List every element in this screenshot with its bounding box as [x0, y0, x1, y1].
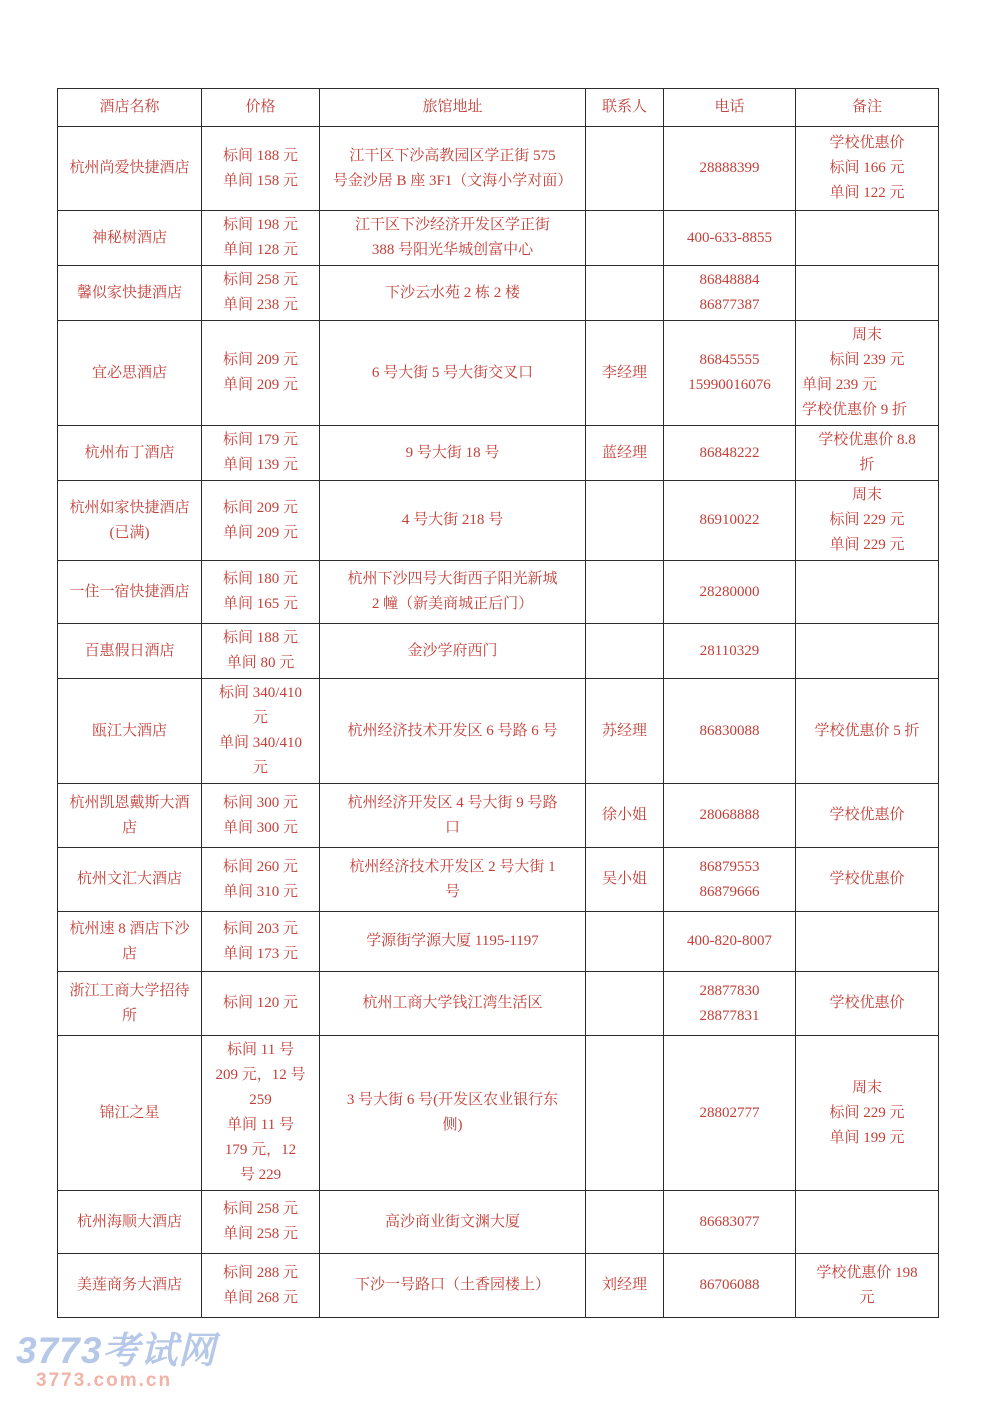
remark-cell	[796, 1254, 939, 1318]
contact-cell	[586, 1191, 664, 1254]
cell-line: 元	[252, 760, 268, 776]
cell-line: 388 号阳光华城创富中心	[371, 242, 534, 258]
price-cell	[202, 127, 320, 211]
cell-line: 400-633-8855	[687, 229, 772, 246]
cell-line: 学校优惠价	[829, 871, 905, 887]
hotel-name-cell: 神秘树酒店	[58, 211, 202, 266]
remark-cell	[796, 679, 939, 784]
phone-cell	[664, 784, 796, 848]
cell-line: 高沙商业街文渊大厦	[384, 1213, 520, 1230]
cell-line: 标间 239 元	[829, 352, 905, 368]
cell-line: 折	[859, 457, 875, 473]
hotel-name-cell: 百惠假日酒店	[58, 624, 202, 679]
cell-line: 学校优惠价 8.8	[818, 432, 916, 448]
column-header-4: 联系人	[586, 89, 664, 127]
hotel-row	[58, 1191, 939, 1254]
phone-cell	[664, 1254, 796, 1318]
hotel-row	[58, 1036, 939, 1191]
cell-line: 9 号大街 18 号	[405, 444, 500, 461]
cell-line: 单间 258 元	[222, 1226, 298, 1242]
cell-line: 86879666	[699, 883, 760, 900]
cell-line: 学校优惠价	[829, 807, 905, 823]
contact-cell	[586, 211, 664, 266]
address-cell	[320, 972, 586, 1036]
cell-line: 86879553	[699, 858, 760, 875]
cell-line: 28802777	[699, 1104, 760, 1121]
cell-line: 标间 179 元	[222, 432, 298, 448]
remark-cell	[796, 1191, 939, 1254]
cell-line: 标间 258 元	[222, 272, 298, 288]
hotel-name-cell: 杭州文汇大酒店	[58, 848, 202, 912]
cell-line: 86877387	[699, 297, 760, 313]
phone-cell	[664, 321, 796, 426]
cell-line: 标间 229 元	[829, 512, 905, 528]
price-cell	[202, 679, 320, 784]
price-cell	[202, 321, 320, 426]
cell-line: 单间 229 元	[829, 537, 905, 553]
column-header-6: 备注	[796, 89, 939, 127]
cell-line: 4 号大街 218 号	[401, 512, 504, 528]
cell-line: 15990016076	[688, 377, 771, 393]
hotel-row	[58, 127, 939, 211]
price-cell	[202, 561, 320, 624]
cell-line: 单间 158 元	[222, 172, 298, 189]
cell-line: 标间 340/410	[219, 685, 302, 701]
cell-line: 86683077	[699, 1213, 760, 1230]
price-cell	[202, 1191, 320, 1254]
address-cell	[320, 211, 586, 266]
address-cell	[320, 679, 586, 784]
contact-cell: 徐小姐	[586, 784, 664, 848]
cell-line: 杭州经济开发区 4 号大街 9 号路	[347, 794, 558, 811]
cell-line: 单间 128 元	[222, 242, 298, 258]
remark-cell	[796, 426, 939, 481]
cell-line: 209 元，12 号	[215, 1067, 306, 1083]
address-cell	[320, 426, 586, 481]
cell-line: 86845555	[699, 352, 760, 368]
cell-line: 金沙学府西门	[407, 642, 498, 659]
address-cell	[320, 848, 586, 912]
hotel-row	[58, 481, 939, 561]
phone-cell	[664, 912, 796, 972]
cell-line: 单间 310 元	[222, 883, 298, 900]
cell-line: 单间 173 元	[222, 945, 298, 962]
cell-line: 单间 11 号	[227, 1117, 294, 1133]
cell-line: 28877830	[699, 982, 760, 999]
cell-line: 标间 203 元	[222, 920, 298, 937]
cell-line: 单间 300 元	[222, 819, 298, 836]
cell-line: 侧)	[442, 1117, 463, 1133]
cell-line: 学校优惠价 9 折	[802, 402, 908, 418]
cell-line: 学校优惠价	[829, 135, 905, 151]
cell-line: 杭州经济技术开发区 2 号大街 1	[349, 858, 556, 875]
remark-cell	[796, 266, 939, 321]
column-header-1: 酒店名称	[58, 89, 202, 127]
hotel-name-cell: 杭州布丁酒店	[58, 426, 202, 481]
phone-cell	[664, 426, 796, 481]
cell-line: 6 号大街 5 号大街交叉口	[371, 364, 534, 381]
hotel-name-cell: 锦江之星	[58, 1036, 202, 1191]
cell-line: 标间 260 元	[222, 858, 298, 875]
remark-cell	[796, 127, 939, 211]
cell-line: 86848884	[699, 272, 760, 288]
cell-line: 学校优惠价 5 折	[814, 722, 920, 739]
cell-line: 号 229	[239, 1167, 282, 1183]
cell-line: 标间 166 元	[829, 160, 905, 176]
cell-line: 标间 188 元	[222, 630, 298, 646]
cell-line: 标间 180 元	[222, 571, 298, 587]
hotel-row	[58, 848, 939, 912]
remark-cell	[796, 1036, 939, 1191]
cell-line: 单间 165 元	[222, 596, 298, 612]
column-header-3: 旅馆地址	[320, 89, 586, 127]
cell-line: 259	[249, 1092, 272, 1108]
cell-line: 标间 209 元	[222, 499, 298, 516]
cell-line: 单间 80 元	[226, 655, 295, 671]
cell-line: 周末	[851, 1079, 882, 1096]
remark-cell	[796, 848, 939, 912]
price-cell	[202, 266, 320, 321]
contact-cell: 苏经理	[586, 679, 664, 784]
hotel-name-cell: 馨似家快捷酒店	[58, 266, 202, 321]
cell-line: 周末	[851, 487, 882, 503]
price-cell	[202, 1254, 320, 1318]
hotel-row	[58, 784, 939, 848]
cell-line: 单间 199 元	[829, 1129, 905, 1146]
cell-line: 江干区下沙高教园区学正街 575	[349, 147, 556, 164]
hotel-row	[58, 211, 939, 266]
contact-cell	[586, 1036, 664, 1191]
phone-cell	[664, 1191, 796, 1254]
contact-cell	[586, 972, 664, 1036]
price-cell	[202, 848, 320, 912]
cell-line: 28888399	[699, 160, 760, 176]
header-row	[58, 89, 939, 127]
cell-line: 单间 239 元	[802, 377, 878, 393]
price-cell	[202, 481, 320, 561]
cell-line: 元	[252, 710, 268, 726]
cell-line: 单间 209 元	[222, 377, 298, 393]
contact-cell	[586, 912, 664, 972]
phone-cell	[664, 1036, 796, 1191]
cell-line: 杭州经济技术开发区 6 号路 6 号	[347, 722, 558, 739]
cell-line: 杭州下沙四号大街西子阳光新城	[347, 571, 558, 587]
cell-line: 86910022	[699, 512, 760, 528]
cell-line: 单间 268 元	[222, 1289, 298, 1306]
phone-cell	[664, 211, 796, 266]
hotel-name-cell: 杭州速 8 酒店下沙店	[58, 912, 202, 972]
cell-line: 标间 229 元	[829, 1104, 905, 1121]
cell-line: 28877831	[699, 1007, 760, 1024]
contact-cell	[586, 127, 664, 211]
remark-cell	[796, 912, 939, 972]
hotel-name-cell: 杭州海顺大酒店	[58, 1191, 202, 1254]
cell-line: 学校优惠价	[829, 995, 905, 1011]
address-cell	[320, 624, 586, 679]
cell-line: 单间 238 元	[222, 297, 298, 313]
cell-line: 86848222	[699, 444, 760, 461]
cell-line: 标间 209 元	[222, 352, 298, 368]
hotel-name-cell: 杭州尚爱快捷酒店	[58, 127, 202, 211]
address-cell	[320, 1254, 586, 1318]
address-cell	[320, 127, 586, 211]
watermark-site-url: 3773.com.cn	[36, 1370, 173, 1391]
address-cell	[320, 266, 586, 321]
hotel-row	[58, 972, 939, 1036]
address-cell	[320, 1191, 586, 1254]
remark-cell	[796, 784, 939, 848]
hotels-table	[57, 88, 939, 1318]
cell-line: 400-820-8007	[687, 933, 772, 949]
cell-line: 标间 258 元	[222, 1201, 298, 1217]
contact-cell	[586, 266, 664, 321]
cell-line: 标间 120 元	[222, 995, 298, 1011]
price-cell	[202, 1036, 320, 1191]
cell-line: 标间 188 元	[222, 147, 298, 164]
remark-cell	[796, 481, 939, 561]
address-cell	[320, 561, 586, 624]
address-cell	[320, 321, 586, 426]
hotel-row	[58, 679, 939, 784]
phone-cell	[664, 848, 796, 912]
cell-line: 下沙一号路口（土香园楼上）	[354, 1277, 550, 1293]
price-cell	[202, 784, 320, 848]
remark-cell	[796, 624, 939, 679]
remark-cell	[796, 561, 939, 624]
cell-line: 杭州工商大学钱江湾生活区	[362, 995, 543, 1011]
cell-line: 号金沙居 B 座 3F1（文海小学对面）	[332, 172, 573, 189]
cell-line: 28280000	[699, 583, 760, 600]
hotel-row	[58, 912, 939, 972]
cell-line: 86830088	[699, 722, 760, 739]
column-header-2: 价格	[202, 89, 320, 127]
hotel-row	[58, 624, 939, 679]
remark-cell	[796, 321, 939, 426]
hotel-name-cell: 浙江工商大学招待所	[58, 972, 202, 1036]
phone-cell	[664, 266, 796, 321]
hotel-name-cell: 宜必思酒店	[58, 321, 202, 426]
cell-line: 口	[444, 819, 460, 836]
cell-line: 86706088	[699, 1277, 760, 1293]
watermark-site-logo: 3773考试网	[16, 1330, 217, 1371]
hotel-row	[58, 561, 939, 624]
cell-line: 江干区下沙经济开发区学正街	[354, 217, 550, 233]
cell-line: 单间 340/410	[219, 735, 302, 751]
cell-line: 元	[859, 1289, 875, 1306]
price-cell	[202, 912, 320, 972]
contact-cell	[586, 561, 664, 624]
phone-cell	[664, 624, 796, 679]
contact-cell	[586, 481, 664, 561]
price-cell	[202, 426, 320, 481]
cell-line: 28068888	[699, 807, 760, 823]
contact-cell: 蓝经理	[586, 426, 664, 481]
address-cell	[320, 1036, 586, 1191]
cell-line: 号	[444, 883, 460, 900]
price-cell	[202, 211, 320, 266]
cell-line: 单间 139 元	[222, 457, 298, 473]
hotel-row	[58, 266, 939, 321]
hotel-row	[58, 1254, 939, 1318]
phone-cell	[664, 972, 796, 1036]
cell-line: 下沙云水苑 2 栋 2 楼	[384, 284, 520, 301]
address-cell	[320, 912, 586, 972]
cell-line: 2 幢（新美商城正后门）	[371, 596, 534, 612]
cell-line: 标间 198 元	[222, 217, 298, 233]
cell-line: 学源街学源大厦 1195-1197	[366, 933, 539, 949]
phone-cell	[664, 127, 796, 211]
cell-line: 周末	[851, 327, 882, 343]
cell-line: 单间 209 元	[222, 524, 298, 541]
hotel-name-cell: 杭州如家快捷酒店(已满)	[58, 481, 202, 561]
cell-line: 标间 300 元	[222, 794, 298, 811]
price-cell	[202, 624, 320, 679]
hotel-name-cell: 一住一宿快捷酒店	[58, 561, 202, 624]
hotel-name-cell: 美莲商务大酒店	[58, 1254, 202, 1318]
contact-cell: 刘经理	[586, 1254, 664, 1318]
cell-line: 179 元，12	[224, 1142, 297, 1158]
phone-cell	[664, 561, 796, 624]
cell-line: 单间 122 元	[829, 185, 905, 201]
address-cell	[320, 481, 586, 561]
cell-line: 标间 11 号	[227, 1042, 294, 1058]
cell-line: 学校优惠价 198	[816, 1264, 918, 1281]
price-cell	[202, 972, 320, 1036]
phone-cell	[664, 481, 796, 561]
contact-cell: 吴小姐	[586, 848, 664, 912]
phone-cell	[664, 679, 796, 784]
column-header-5: 电话	[664, 89, 796, 127]
address-cell	[320, 784, 586, 848]
contact-cell	[586, 624, 664, 679]
remark-cell	[796, 211, 939, 266]
watermark	[16, 1332, 216, 1392]
hotel-name-cell: 瓯江大酒店	[58, 679, 202, 784]
hotels-table-body	[58, 127, 939, 1318]
remark-cell	[796, 972, 939, 1036]
hotel-row	[58, 426, 939, 481]
cell-line: 28110329	[699, 642, 760, 659]
hotel-row	[58, 321, 939, 426]
hotel-name-cell: 杭州凯恩戴斯大酒店	[58, 784, 202, 848]
cell-line: 3 号大街 6 号(开发区农业银行东	[346, 1092, 559, 1108]
cell-line: 标间 288 元	[222, 1264, 298, 1281]
contact-cell: 李经理	[586, 321, 664, 426]
